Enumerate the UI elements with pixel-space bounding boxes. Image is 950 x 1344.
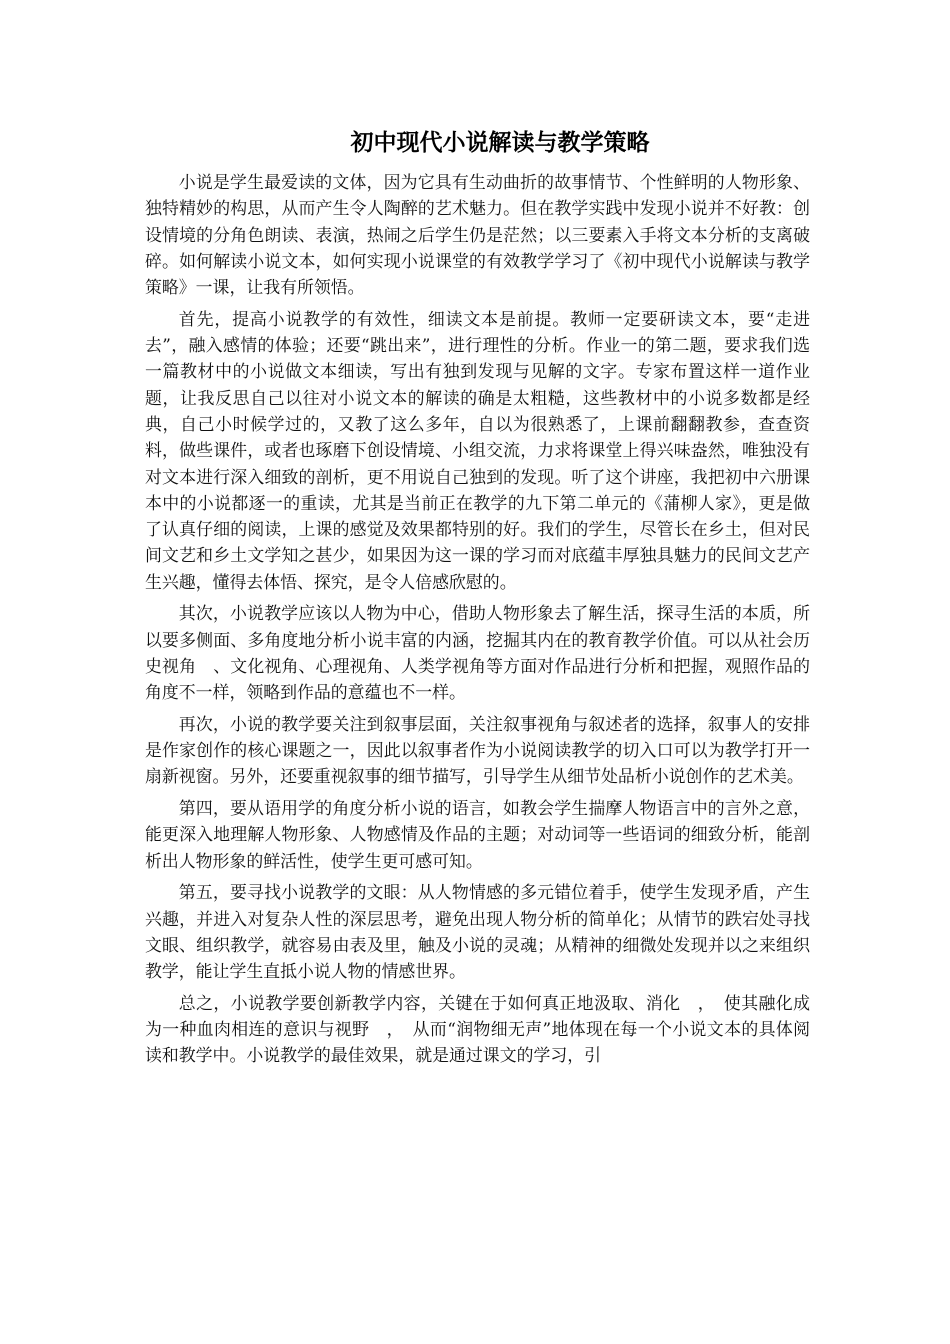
document-body — [145, 169, 810, 1074]
paragraph-fifth-point: 第五，要寻找小说教学的文眼：从人物情感的多元错位着手，使学生发现矛盾，产生兴趣，并进入对复杂人性的深层思考，避免出现人物分析的简单化；从情节的跌宕处寻找文眼、组织教学，就容易由表及里，触及小说的灵魂；从精神的细微处发现并以之来组织教学，能让学生直抵小说人物的情感世界。 — [145, 882, 810, 982]
paragraph-fourth-point: 第四，要从语用学的角度分析小说的语言，如教会学生揣摩人物语言中的言外之意，能更深入地理解人物形象、人物感情及作品的主题；对动词等一些语词的细致分析，能剖析出人物形象的鲜活性，使学生更可感可知。 — [145, 798, 810, 871]
paragraph-conclusion: 总之，小说教学要创新教学内容，关键在于如何真正地汲取、消化 ， 使其融化成为一种血肉相连的意识与视野 ， 从而“润物细无声”地体现在每一个小说文本的具体阅读和教学中。小说教学的最佳效果，就是通过课文的学习，引 — [145, 992, 810, 1066]
paragraph-second-point: 其次，小说教学应该以人物为中心，借助人物形象去了解生活，探寻生活的本质，所以要多侧面、多角度地分析小说丰富的内涵，挖掘其内在的教育教学价值。可以从社会历史视角 、文化视角、心理视角、人类学视角等方面对作品进行分析和把握，观照作品的角度不一样，领略到作品的意蕴也不一样。 — [145, 603, 810, 703]
paragraph-intro: 小说是学生最爱读的文体，因为它具有生动曲折的故事情节、个性鲜明的人物形象、独特精妙的构思，从而产生令人陶醉的艺术魅力。但在教学实践中发现小说并不好教：创设情境的分角色朗读、表演，热闹之后学生仍是茫然；以三要素入手将文本分析的支离破碎。如何解读小说文本，如何实现小说课堂的有效教学学习了《初中现代小说解读与教学策略》一课，让我有所领悟。 — [145, 172, 810, 298]
paragraph-third-point: 再次，小说的教学要关注到叙事层面，关注叙事视角与叙述者的选择，叙事人的安排是作家创作的核心课题之一，因此以叙事者作为小说阅读教学的切入口可以为教学打开一扇新视窗。另外，还要重视叙事的细节描写，引导学生从细节处品析小说创作的艺术美。 — [145, 713, 810, 787]
paragraph-first-point: 首先，提高小说教学的有效性，细读文本是前提。教师一定要研读文本，要“走进去”，融入感情的体验；还要“跳出来”，进行理性的分析。作业一的第二题，要求我们选一篇教材中的小说做文本细读，写出有独到发现与见解的文字。专家布置这样一道作业题，让我反思自己以往对小说文本的解读的确是太粗糙，这些教材中的小说多数都是经典，自己小时候学过的，又教了这么多年，自以为很熟悉了，上课前翻翻教参，查查资料，做些课件，或者也琢磨下创设情境、小组交流，力求将课堂上得兴味盎然，唯独没有对文本进行深入细致的剖析，更不用说自己独到的发现。听了这个讲座，我把初中六册课本中的小说都逐一的重读，尤其是当前正在教学的九下第二单元的《蒲柳人家》，更是做了认真仔细的阅读，上课的感觉及效果都特别的好。我们的学生，尽管长在乡土，但对民间文艺和乡土文学知之甚少，如果因为这一课的学习而对底蕴丰厚独具魅力的民间文艺产生兴趣，懂得去体悟、探究，是令人倍感欣慰的。 — [145, 308, 810, 592]
document-title: 初中现代小说解读与教学策略 — [350, 130, 650, 156]
